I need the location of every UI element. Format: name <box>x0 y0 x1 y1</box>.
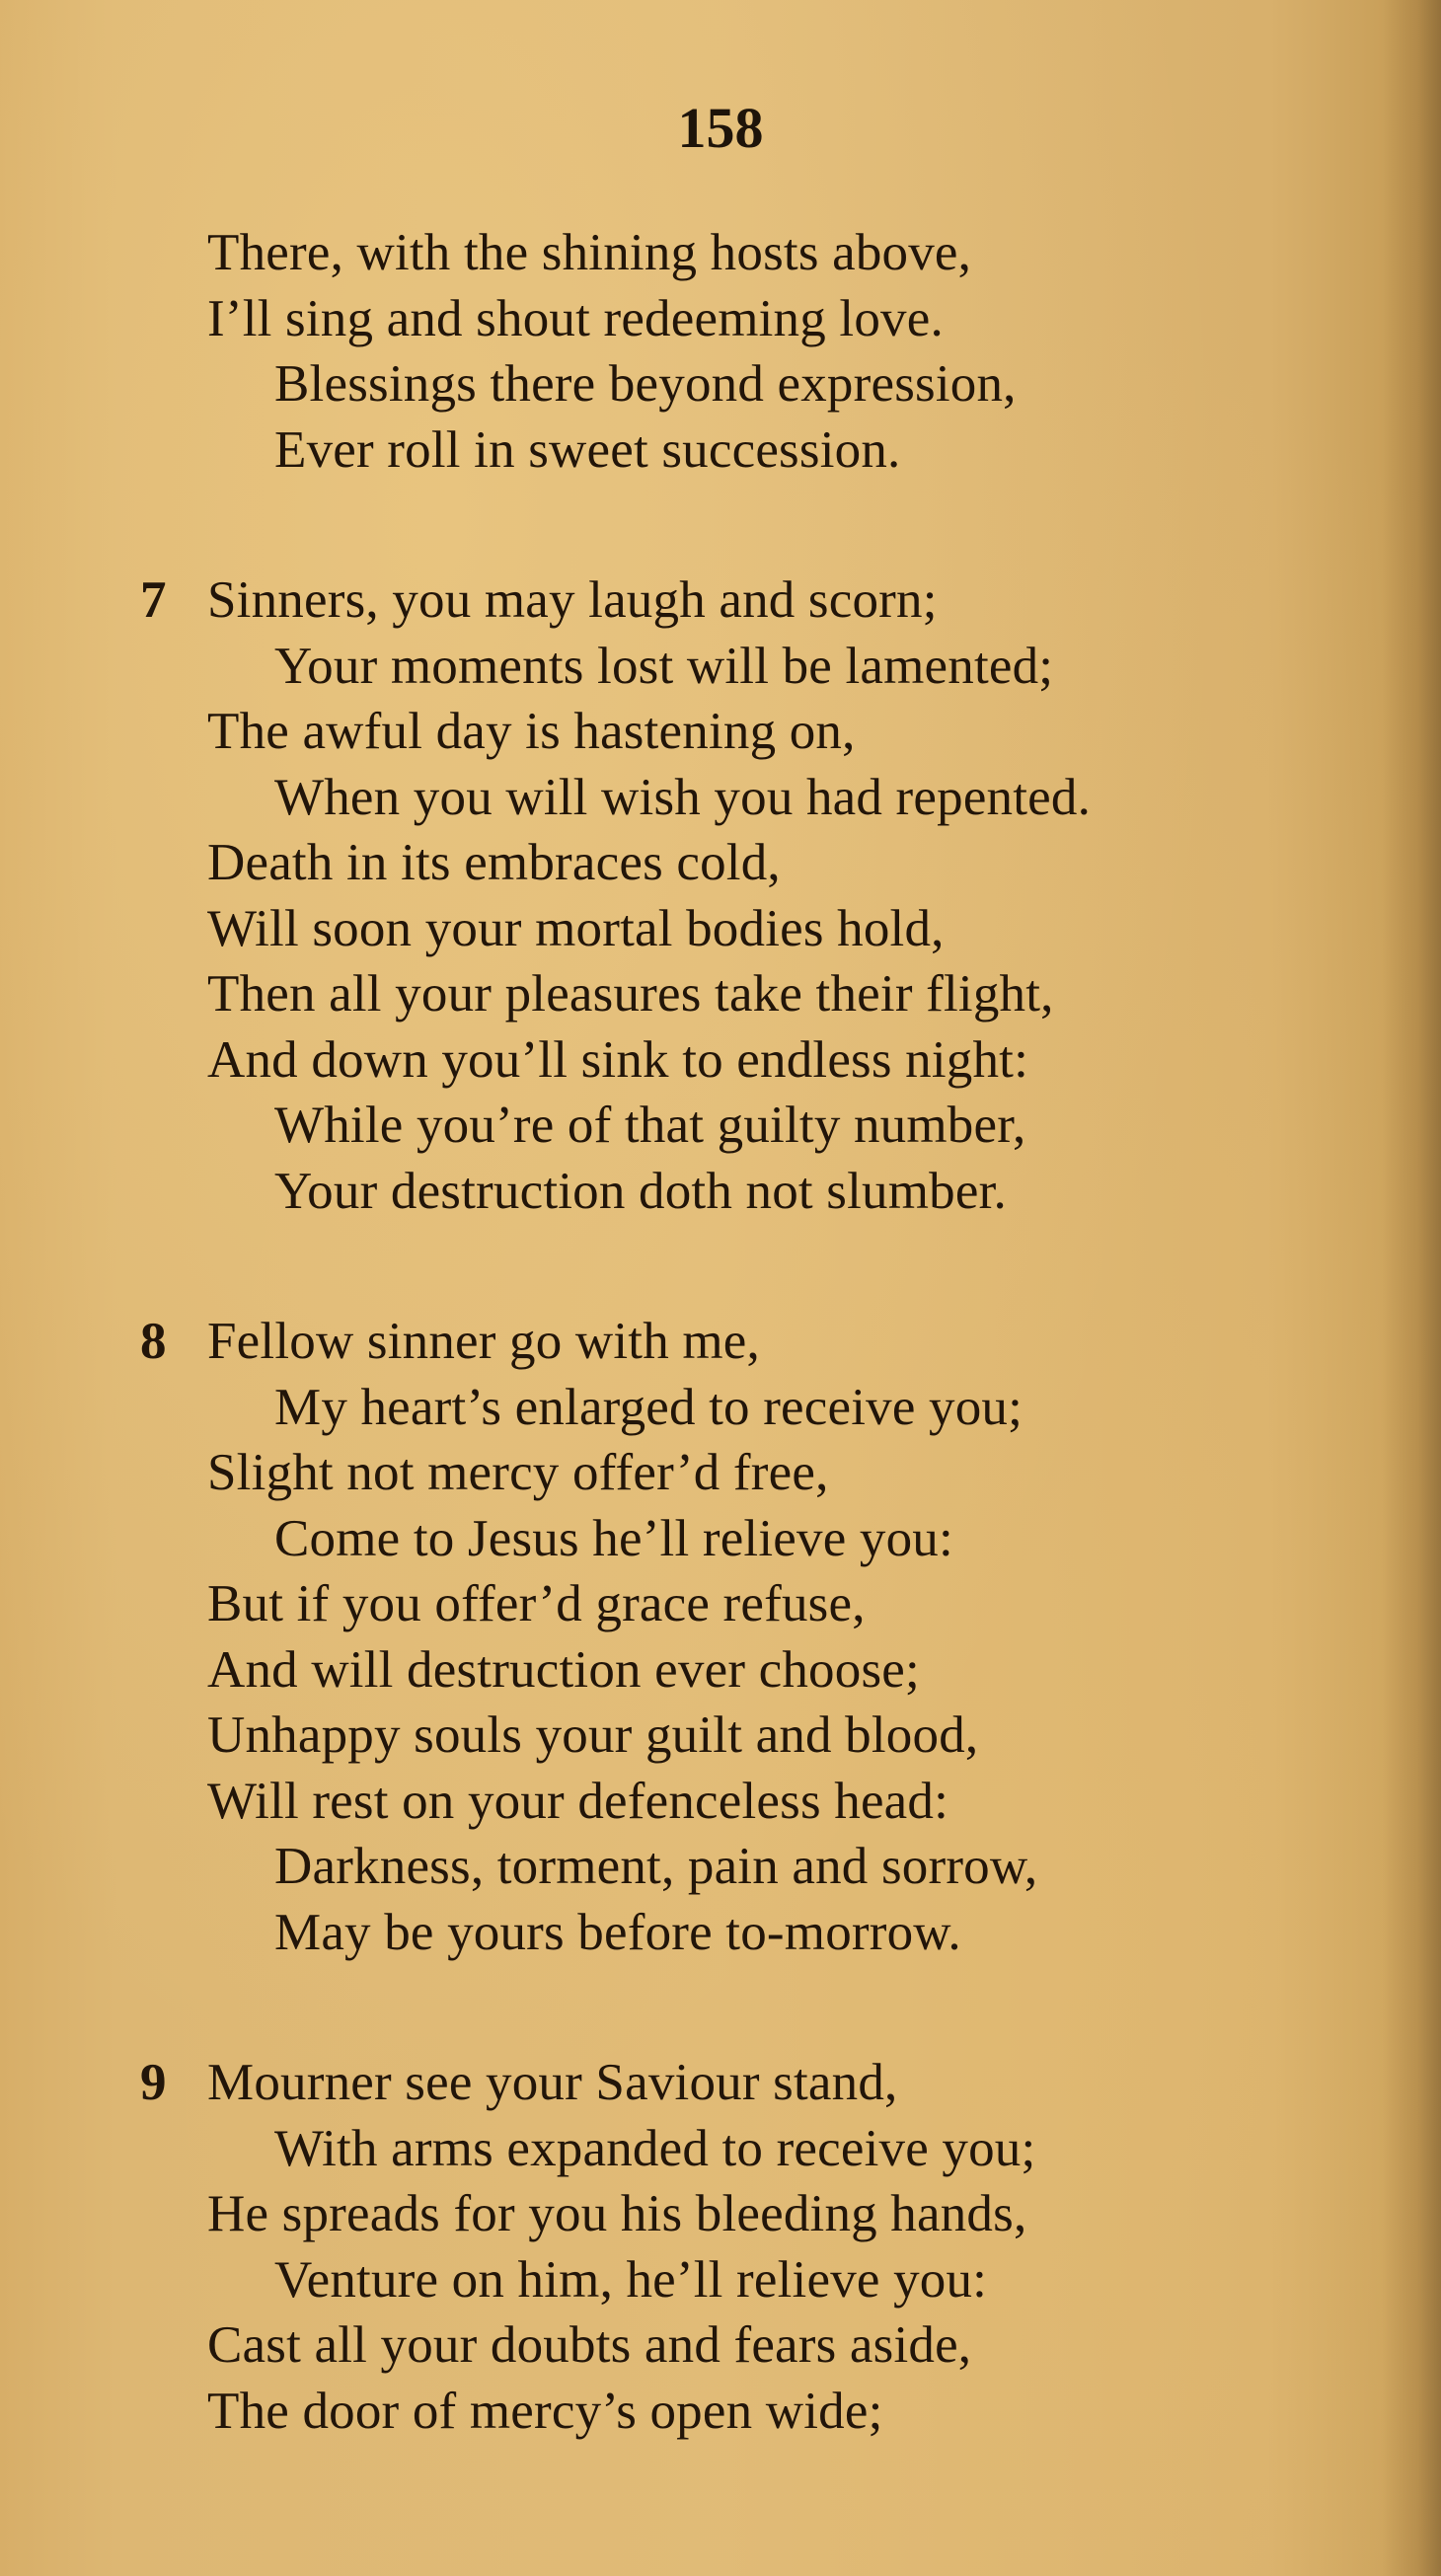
verse-line <box>0 765 1382 831</box>
verse-line <box>0 830 1382 896</box>
stanza <box>0 568 1382 1224</box>
verse-line-text: Death in its embraces cold, <box>207 834 781 891</box>
verse-line-text: But if you offer’d grace refuse, <box>207 1575 866 1632</box>
verse-line <box>0 1769 1382 1835</box>
verse-line-text: Cast all your doubts and fears aside, <box>207 2316 972 2374</box>
verse-line-text: With arms expanded to receive you; <box>274 2119 1036 2177</box>
verse-line <box>0 1375 1382 1441</box>
verse-line-text: Your moments lost will be lamented; <box>274 637 1054 695</box>
verse-line-text: Sinners, you may laugh and scorn; <box>207 571 938 629</box>
verse-line <box>0 351 1382 417</box>
stanza-number: 7 <box>140 571 167 629</box>
verse-line-text: May be yours before to-morrow. <box>274 1903 961 1961</box>
verse-line-text: Mourner see your Saviour stand, <box>207 2054 898 2111</box>
verse-line-text: While you’re of that guilty number, <box>274 1097 1026 1154</box>
verse-line <box>0 2379 1382 2445</box>
verse-line-text: Come to Jesus he’ll relieve you: <box>274 1509 953 1567</box>
verse-line <box>0 896 1382 962</box>
verse-line-text: My heart’s enlarged to receive you; <box>274 1378 1024 1436</box>
verse-line-text: Will rest on your defenceless head: <box>207 1772 949 1830</box>
page-edge-shadow <box>1382 0 1441 2576</box>
verse-line <box>0 961 1382 1027</box>
verse-line-text: Ever roll in sweet succession. <box>274 420 901 479</box>
verse-line <box>0 286 1382 352</box>
verse-line <box>0 634 1382 700</box>
verse-line-text: He spreads for you his bleeding hands, <box>207 2185 1027 2242</box>
verse-line <box>0 1093 1382 1159</box>
verse-line <box>0 699 1382 765</box>
verse-line <box>0 220 1382 286</box>
verse-line <box>0 417 1382 484</box>
verse-line <box>0 1703 1382 1769</box>
verse-line-text: Will soon your mortal bodies hold, <box>207 899 945 957</box>
verse-line <box>0 1900 1382 1966</box>
stanza-number: 9 <box>140 2054 167 2111</box>
verse-line-text: I’ll sing and shout redeeming love. <box>207 289 944 347</box>
hymn-verses <box>0 220 1382 2444</box>
stanza <box>0 2050 1382 2444</box>
verse-line-text: The door of mercy’s open wide; <box>207 2382 883 2440</box>
verse-line-text: Slight not mercy offer’d free, <box>207 1444 829 1501</box>
verse-line <box>0 2116 1382 2182</box>
verse-line-text: Then all your pleasures take their flight, <box>207 965 1054 1023</box>
page-number: 158 <box>677 96 764 160</box>
verse-line-text: There, with the shining hosts above, <box>207 224 972 281</box>
verse-line-text: Blessings there beyond expression, <box>274 355 1017 413</box>
verse-line <box>0 1571 1382 1637</box>
stanza <box>0 220 1382 483</box>
verse-line <box>0 2312 1382 2379</box>
verse-line-text: The awful day is hastening on, <box>207 703 856 760</box>
verse-line-text: And will destruction ever choose; <box>207 1640 920 1699</box>
verse-line-text: Darkness, torment, pain and sorrow, <box>274 1838 1038 1895</box>
verse-line <box>0 1440 1382 1506</box>
verse-line <box>0 1027 1382 1094</box>
stanza <box>0 1309 1382 1965</box>
verse-line <box>0 1309 1382 1375</box>
verse-line-text: Your destruction doth not slumber. <box>274 1162 1007 1220</box>
stanza-number: 8 <box>140 1313 167 1370</box>
verse-line <box>0 1834 1382 1900</box>
verse-line-text: Unhappy souls your guilt and blood, <box>207 1706 979 1764</box>
verse-line <box>0 2050 1382 2116</box>
verse-line <box>0 1159 1382 1225</box>
verse-line <box>0 2247 1382 2313</box>
verse-line-text: And down you’ll sink to endless night: <box>207 1030 1029 1089</box>
verse-line-text: Fellow sinner go with me, <box>207 1313 760 1370</box>
verse-line <box>0 1637 1382 1704</box>
verse-line-text: When you will wish you had repented. <box>274 768 1092 826</box>
verse-line <box>0 2181 1382 2247</box>
verse-line <box>0 568 1382 634</box>
verse-line-text: Venture on him, he’ll relieve you: <box>274 2250 988 2309</box>
verse-line <box>0 1506 1382 1572</box>
